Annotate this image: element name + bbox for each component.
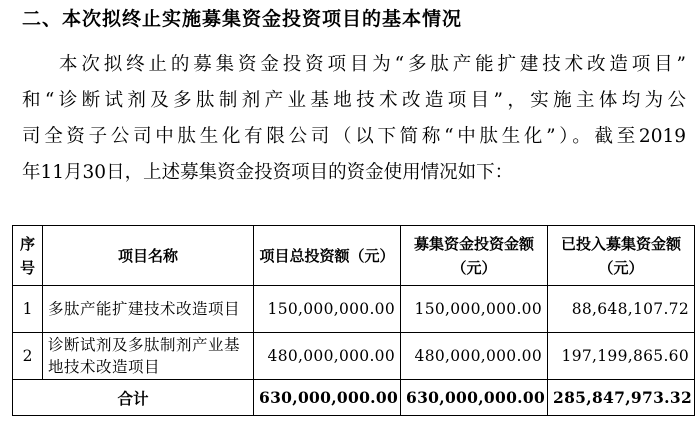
row-invested: 197,199,865.60 xyxy=(548,333,695,380)
paragraph-line: 年11月30日，上述募集资金投资项目的资金使用情况如下： xyxy=(22,162,514,183)
row-seq: 2 xyxy=(13,333,43,380)
total-raised-investment: 630,000,000.00 xyxy=(401,380,548,416)
paragraph-line: 本次拟终止的募集资金投资项目为“多肽产能扩建技术改造项目” xyxy=(59,54,686,75)
row-seq: 1 xyxy=(13,286,43,333)
row-invested: 88,648,107.72 xyxy=(548,286,695,333)
table-row xyxy=(13,286,695,333)
paragraph-line: 司全资子公司中肽生化有限公司（以下简称“中肽生化”）。截至2019 xyxy=(22,126,686,147)
total-label: 合计 xyxy=(13,380,254,416)
row-project-name: 多肽产能扩建技术改造项目 xyxy=(43,286,254,333)
header-total-investment: 项目总投资额（元） xyxy=(254,226,401,286)
total-invested: 285,847,973.32 xyxy=(548,380,695,416)
row-total-investment: 480,000,000.00 xyxy=(254,333,401,380)
paragraph-line: 和“诊断试剂及多肽制剂产业基地技术改造项目”，实施主体均为公 xyxy=(22,90,686,111)
row-raised-investment: 480,000,000.00 xyxy=(401,333,548,380)
table-row xyxy=(13,333,695,380)
row-raised-investment: 150,000,000.00 xyxy=(401,286,548,333)
table-header-row xyxy=(13,226,695,286)
header-seq: 序号 xyxy=(13,226,43,286)
header-raised-investment: 募集资金投资金额（元） xyxy=(401,226,548,286)
body-paragraph xyxy=(22,47,686,191)
total-total-investment: 630,000,000.00 xyxy=(254,380,401,416)
header-invested: 已投入募集资金额（元） xyxy=(548,226,695,286)
table-total-row xyxy=(13,380,695,416)
fund-usage-table xyxy=(12,225,695,416)
header-project-name: 项目名称 xyxy=(43,226,254,286)
section-heading: 二、本次拟终止实施募集资金投资项目的基本情况 xyxy=(22,8,463,30)
row-project-name: 诊断试剂及多肽制剂产业基地技术改造项目 xyxy=(43,333,254,380)
row-total-investment: 150,000,000.00 xyxy=(254,286,401,333)
